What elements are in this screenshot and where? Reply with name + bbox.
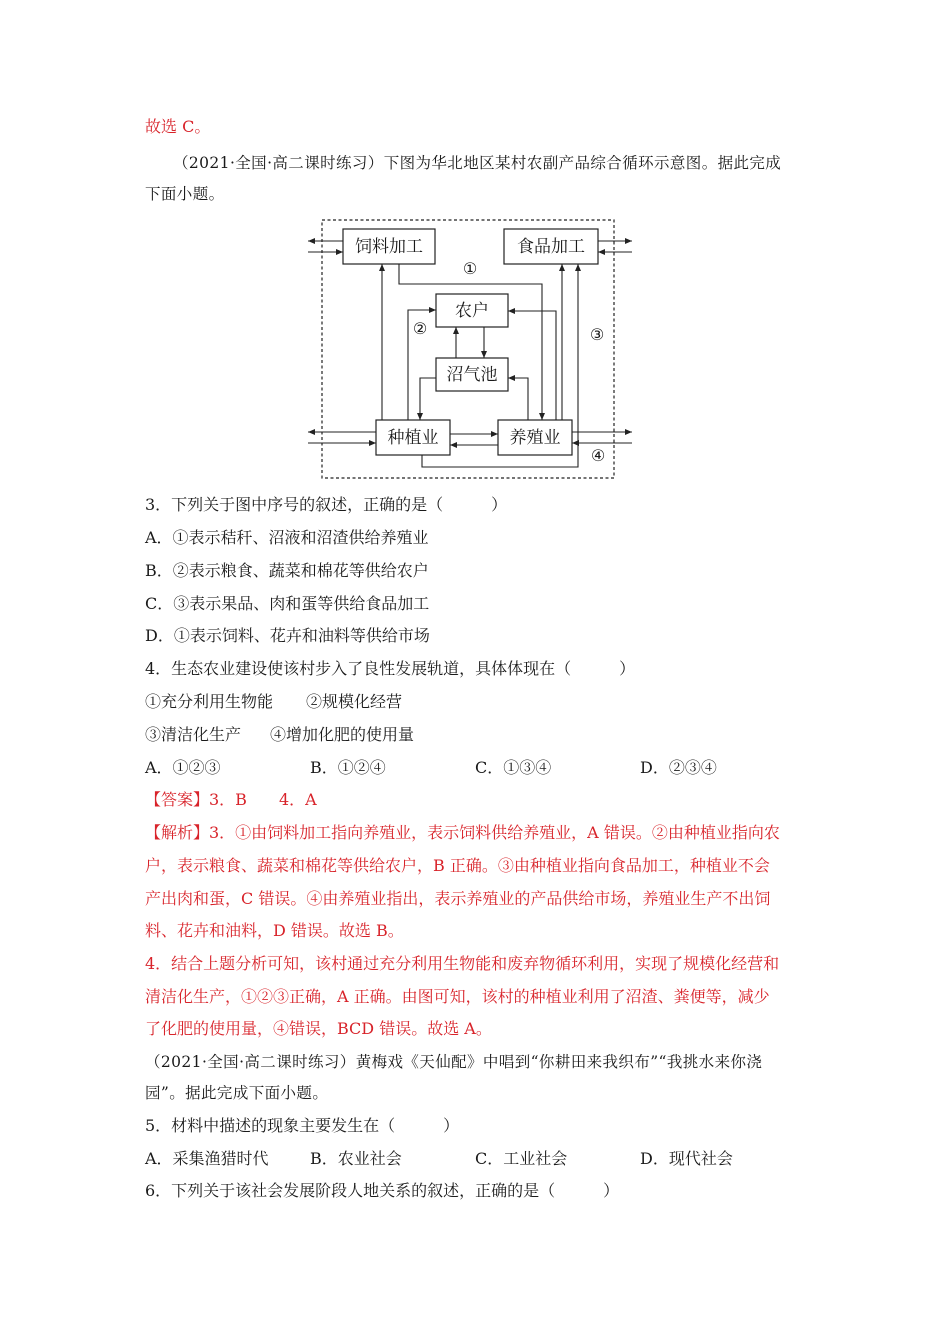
analysis-3-line-4: 料、花卉和油料，D 错误。故选 B。 bbox=[145, 921, 404, 940]
q4-item-1: ①充分利用生物能 bbox=[145, 692, 274, 711]
q5-option-d: D．现代社会 bbox=[640, 1149, 733, 1168]
analysis-4-line-2: 清洁化生产，①②③正确，A 正确。由图可知，该村的种植业利用了沼渣、粪便等，减少 bbox=[145, 987, 770, 1006]
source-intro-2-line-1: （2021·全国·高二课时练习）黄梅戏《天仙配》中唱到“你耕田来我织布”“我挑水来你浇 bbox=[145, 1053, 763, 1071]
agricultural-cycle-diagram bbox=[306, 212, 646, 484]
label-planting: 种植业 bbox=[387, 428, 439, 448]
q3-option-c: C．③表示果品、肉和蛋等供给食品加工 bbox=[145, 594, 430, 613]
source-intro-line-2: 下面小题。 bbox=[145, 185, 225, 203]
source-intro-line-1: （2021·全国·高二课时练习）下图为华北地区某村农副产品综合循环示意图。据此完成 bbox=[173, 154, 782, 172]
analysis-4-line-3: 了化肥的使用量，④错误，BCD 错误。故选 A。 bbox=[145, 1019, 492, 1038]
q3-option-d: D．①表示饲料、花卉和油料等供给市场 bbox=[145, 626, 430, 645]
analysis-3-line-2: 户，表示粮食、蔬菜和棉花等供给农户，B 正确。③由种植业指向食品加工，种植业不会 bbox=[145, 856, 770, 875]
q3-stem: 3．下列关于图中序号的叙述，正确的是（ ） bbox=[145, 495, 508, 514]
q3-option-b: B．②表示粮食、蔬菜和棉花等供给农户 bbox=[145, 561, 429, 580]
label-farmer: 农户 bbox=[455, 301, 489, 321]
label-feed-processing: 饲料加工 bbox=[355, 237, 423, 257]
q4-option-b: B．①②④ bbox=[310, 758, 386, 777]
q4-stem: 4．生态农业建设使该村步入了良性发展轨道，具体体现在（ ） bbox=[145, 659, 636, 678]
q6-stem: 6．下列关于该社会发展阶段人地关系的叙述，正确的是（ ） bbox=[145, 1181, 620, 1200]
marker-3: ③ bbox=[589, 325, 605, 344]
q3-option-a: A．①表示秸秆、沼液和沼渣供给养殖业 bbox=[145, 528, 429, 547]
analysis-4-line-1: 4．结合上题分析可知，该村通过充分利用生物能和废弃物循环利用，实现了规模化经营和 bbox=[145, 954, 780, 973]
source-intro-2-line-2: 园”。据此完成下面小题。 bbox=[145, 1084, 329, 1102]
marker-2: ② bbox=[412, 319, 428, 338]
q4-option-a: A．①②③ bbox=[145, 758, 221, 777]
label-food-processing: 食品加工 bbox=[517, 237, 585, 257]
label-breeding: 养殖业 bbox=[509, 428, 561, 448]
q4-item-3: ③清洁化生产 bbox=[145, 725, 242, 744]
q4-option-c: C．①③④ bbox=[475, 758, 552, 777]
q4-option-d: D．②③④ bbox=[640, 758, 717, 777]
q5-option-c: C．工业社会 bbox=[475, 1149, 568, 1168]
marker-4: ④ bbox=[590, 446, 606, 465]
q4-item-4: ④增加化肥的使用量 bbox=[270, 725, 415, 744]
analysis-3-line-3: 产出肉和蛋，C 错误。④由养殖业指出，表示养殖业的产品供给市场，养殖业生产不出饲 bbox=[145, 889, 771, 908]
previous-answer-conclusion: 故选 C。 bbox=[145, 117, 211, 136]
q4-item-2: ②规模化经营 bbox=[306, 692, 403, 711]
analysis-3-line-1: 【解析】3．①由饲料加工指向养殖业，表示饲料供给养殖业，A 错误。②由种植业指向农 bbox=[145, 823, 780, 842]
q5-option-a: A．采集渔猎时代 bbox=[145, 1149, 269, 1168]
marker-1: ① bbox=[462, 259, 478, 278]
q5-stem: 5．材料中描述的现象主要发生在（ ） bbox=[145, 1116, 460, 1135]
answer-line: 【答案】3．B 4．A bbox=[145, 790, 317, 809]
q5-option-b: B．农业社会 bbox=[310, 1149, 402, 1168]
label-biogas-pool: 沼气池 bbox=[446, 365, 498, 385]
